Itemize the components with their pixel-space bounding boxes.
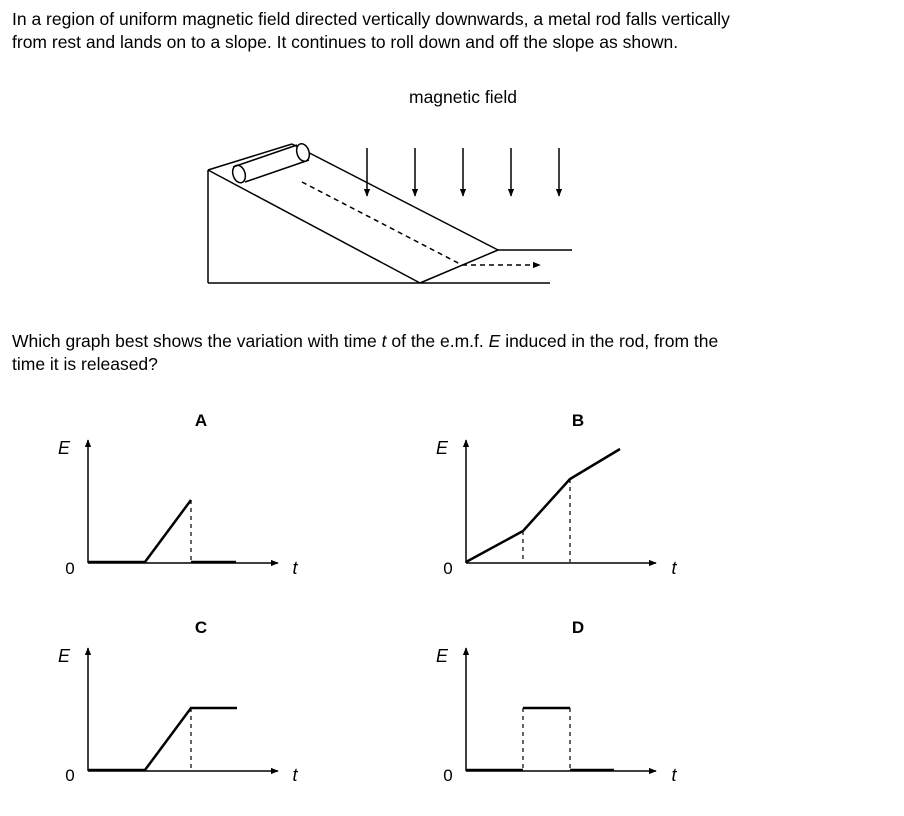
question-part-2: of the e.m.f. [386, 331, 489, 351]
graph-option-b[interactable] [436, 411, 678, 578]
question-part-3: induced in the rod, from the [500, 331, 719, 351]
intro-line-1: In a region of uniform magnetic field directed vertically downwards, a metal rod falls vertically [12, 9, 730, 29]
x-axis-label: t [671, 558, 677, 578]
graph-option-c[interactable] [58, 618, 299, 785]
option-letter: D [571, 618, 585, 637]
y-axis-label: E [57, 646, 71, 666]
emf-curve [88, 500, 191, 562]
graph-option-d[interactable] [436, 618, 678, 785]
emf-curve [466, 449, 620, 562]
y-axis-label: E [435, 438, 449, 458]
magnetic-field-label: magnetic field [409, 87, 517, 107]
y-axis-label: E [435, 646, 449, 666]
rod-path [302, 182, 540, 265]
metal-rod-icon [231, 142, 312, 184]
question-line-2: time it is released? [12, 354, 158, 374]
x-axis-label: t [292, 765, 298, 785]
question-part-1: Which graph best shows the variation with time [12, 331, 382, 351]
field-arrows [367, 148, 559, 196]
origin-label: 0 [65, 559, 75, 578]
option-letter: A [194, 411, 208, 430]
slope-diagram [208, 87, 572, 283]
question-var-E: E [488, 331, 501, 351]
y-axis-label: E [57, 438, 71, 458]
graph-option-a[interactable] [58, 411, 299, 578]
x-axis-label: t [292, 558, 298, 578]
origin-label: 0 [443, 559, 453, 578]
origin-label: 0 [443, 766, 453, 785]
option-letter: B [571, 411, 585, 430]
question-var-t: t [381, 331, 387, 351]
origin-label: 0 [65, 766, 75, 785]
x-axis-label: t [671, 765, 677, 785]
emf-curve [88, 708, 237, 770]
option-letter: C [194, 618, 208, 637]
ramp [208, 144, 572, 283]
intro-line-2: from rest and lands on to a slope. It continues to roll down and off the slope as shown. [12, 32, 679, 52]
